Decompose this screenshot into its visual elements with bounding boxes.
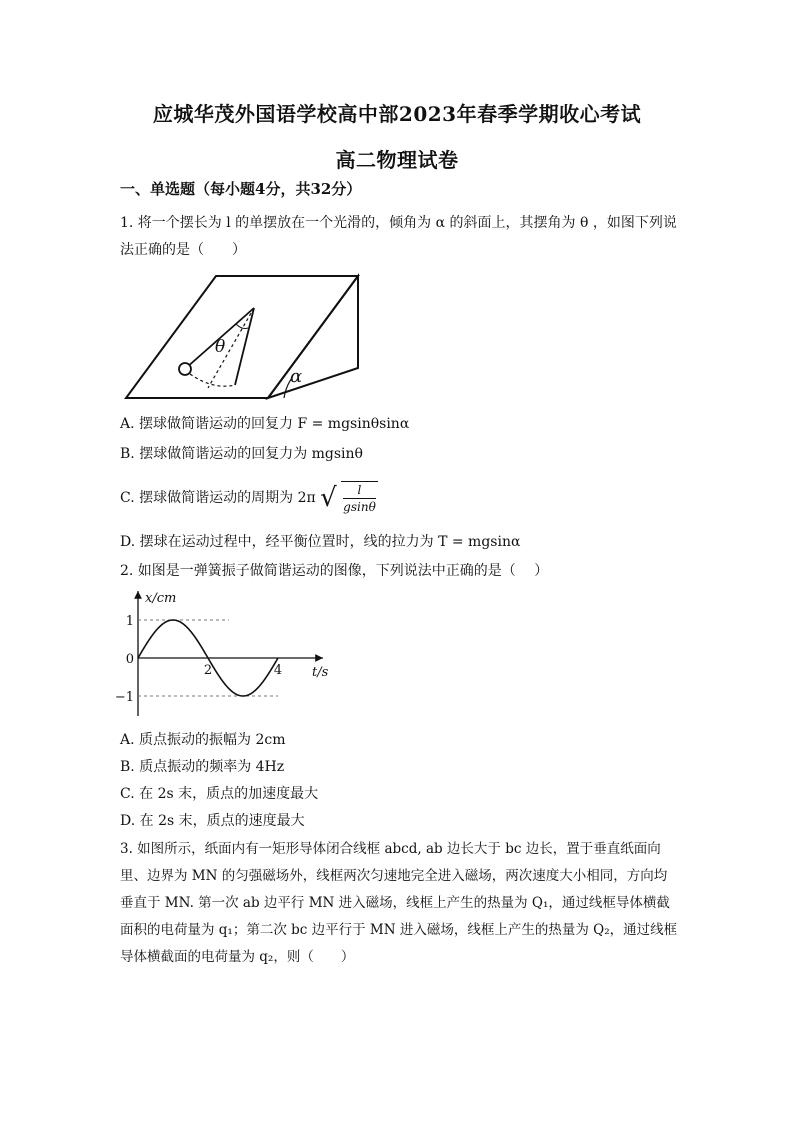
period-fraction bbox=[341, 481, 378, 515]
q1-stem-line1: 1. 将一个摆长为 l 的单摆放在一个光滑的，倾角为 α 的斜面上，其摆角为 θ ，如图下列说 bbox=[120, 215, 677, 231]
exam-title: 应城华茂外国语学校高中部2023年春季学期收心考试 bbox=[152, 102, 642, 126]
q2-option-a: A. 质点振动的振幅为 2cm bbox=[120, 732, 286, 748]
theta-label: θ bbox=[215, 337, 226, 357]
q2-oscillation-chart bbox=[114, 586, 343, 721]
x-axis-label: t/s bbox=[312, 665, 329, 680]
theta-arc bbox=[236, 324, 248, 329]
q1-option-b: B. 摆球做简谐运动的回复力为 mgsinθ bbox=[120, 446, 363, 462]
q3-line4: 面积的电荷量为 q₁；第二次 bc 边平行于 MN 进入磁场，线框上产生的热量为 Q₂，通过线框 bbox=[120, 922, 678, 938]
sqrt-sign: √ bbox=[320, 483, 337, 513]
q1-option-c bbox=[120, 478, 378, 518]
y-tick-label-1: 1 bbox=[125, 614, 134, 629]
y-tick-label-neg1: −1 bbox=[114, 690, 134, 705]
alpha-label: α bbox=[290, 366, 303, 387]
x-tick-label-4: 4 bbox=[273, 663, 283, 678]
y-tick-label-0: 0 bbox=[125, 652, 134, 667]
x-tick-label-2: 2 bbox=[203, 663, 213, 678]
q3-line3: 垂直于 MN. 第一次 ab 边平行 MN 进入磁场，线框上产生的热量为 Q₁，通过线框导体横截 bbox=[120, 895, 670, 911]
q2-stem: 2. 如图是一弹簧振子做简谐运动的图像，下列说法中正确的是（ ） bbox=[120, 563, 549, 579]
q2-option-d: D. 在 2s 末，质点的速度最大 bbox=[120, 813, 305, 829]
q3-line2: 里、边界为 MN 的匀强磁场外，线框两次匀速地完全进入磁场，两次速度大小相同，方向均 bbox=[120, 868, 668, 884]
q1-incline-figure bbox=[118, 268, 368, 408]
q2-option-b: B. 质点振动的频率为 4Hz bbox=[120, 759, 285, 775]
q3-line1: 3. 如图所示，纸面内有一矩形导体闭合线框 abcd, ab 边长大于 bc 边长，置于垂直纸面向 bbox=[120, 841, 661, 857]
section-heading: 一、单选题（每小题4分，共32分） bbox=[120, 180, 362, 198]
pendulum-cone-edge bbox=[235, 308, 254, 385]
exam-subtitle: 高二物理试卷 bbox=[335, 148, 459, 172]
pendulum-swing-arc bbox=[190, 374, 235, 386]
fraction-denominator: gsinθ bbox=[343, 500, 376, 514]
q1-option-d: D. 摆球在运动过程中，经平衡位置时，线的拉力为 T = mgsinα bbox=[120, 534, 521, 550]
fraction-numerator: l bbox=[343, 482, 376, 499]
q1-option-c-text: C. 摆球做简谐运动的周期为 2π bbox=[120, 490, 316, 506]
q2-option-c: C. 在 2s 末，质点的加速度最大 bbox=[120, 786, 319, 802]
sqrt-expression bbox=[320, 478, 378, 518]
pendulum-bob bbox=[179, 363, 191, 375]
y-axis-label: x/cm bbox=[145, 591, 177, 606]
q1-option-a: A. 摆球做简谐运动的回复力 F = mgsinθsinα bbox=[120, 416, 410, 432]
incline-side-face bbox=[268, 276, 358, 398]
q1-stem-line2: 法正确的是（ ） bbox=[120, 242, 246, 258]
q3-line5: 导体横截面的电荷量为 q₂，则（ ） bbox=[120, 949, 355, 965]
